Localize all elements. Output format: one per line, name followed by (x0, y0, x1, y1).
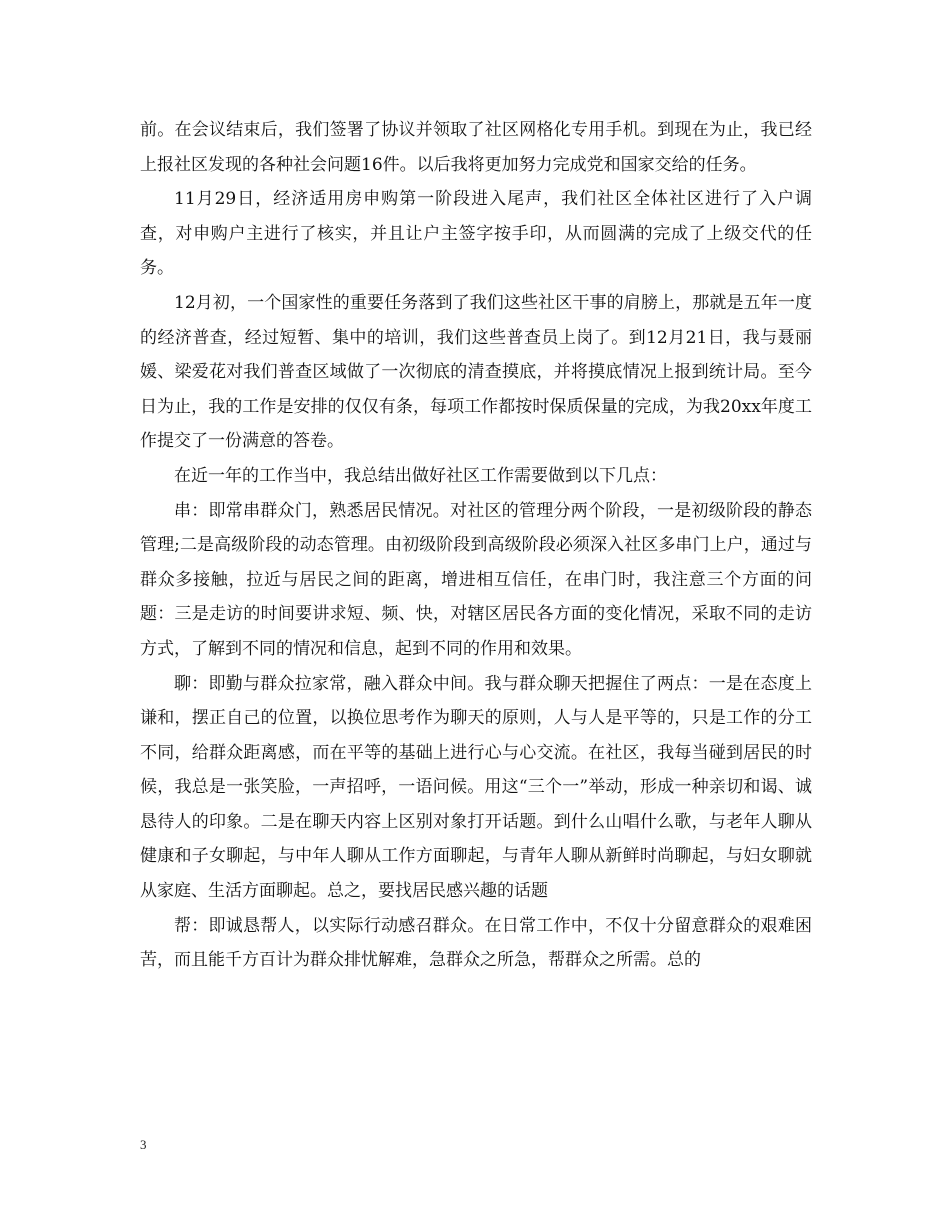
paragraph-4: 在近一年的工作当中，我总结出做好社区工作需要做到以下几点： (174, 465, 667, 486)
paragraph-7: 帮：即诚恳帮人，以实际行动感召群众。在日常工作中，不仅十分留意群众的艰难困苦，而且能千方百计为群众排忧解难，急群众之所急，帮群众之所需。总的 (140, 915, 812, 971)
page-number: 3 (140, 1137, 147, 1152)
paragraph-6: 聊：即勤与群众拉家常，融入群众中间。我与群众聊天把握住了两点：一是在态度上谦和，摆正自己的位置，以换位思考作为聊天的原则，人与人是平等的，只是工作的分工不同，给群众距离感，而在平等的基础上进行心与心交流。在社区，我每当碰到居民的时候，我总是一张笑脸，一声招呼，一语问候。用这“三个一”举动，形成一种亲切和谒、诚恳待人的印象。二是在聊天内容上区别对象打开话题。到什么山唱什么歌，与老年人聊从健康和子女聊起，与中年人聊从工作方面聊起，与青年人聊从新鲜时尚聊起，与妇女聊就从家庭、生活方面聊起。总之，要找居民感兴趣的话题 (140, 673, 812, 902)
paragraph-5: 串：即常串群众门，熟悉居民情况。对社区的管理分两个阶段，一是初级阶段的静态管理;二是高级阶段的动态管理。由初级阶段到高级阶段必须深入社区多串门上户，通过与群众多接触，拉近与居民之间的距离，增进相互信任，在串门时，我注意三个方面的问题：三是走访的时间要讲求短、频、快，对辖区居民各方面的变化情况，采取不同的走访方式，了解到不同的情况和信息，起到不同的作用和效果。 (140, 500, 812, 659)
paragraph-3: 12月初，一个国家性的重要任务落到了我们这些社区干事的肩膀上，那就是五年一度的经济普查，经过短暂、集中的培训，我们这些普查员上岗了。到12月21日，我与聂丽媛、梁爱花对我们普查区域做了一次彻底的清查摸底，并将摸底情况上报到统计局。至今日为止，我的工作是安排的仅仅有条，每项工作都按时保质保量的完成，为我20xx年度工作提交了一份满意的答卷。 (140, 292, 812, 452)
paragraph-1: 前。在会议结束后，我们签署了协议并领取了社区网格化专用手机。到现在为止，我已经上报社区发现的各种社会问题16件。以后我将更加努力完成党和国家交给的任务。 (140, 120, 812, 175)
paragraph-2: 11月29日，经济适用房申购第一阶段进入尾声，我们社区全体社区进行了入户调查，对申购户主进行了核实，并且让户主签字按手印，从而圆满的完成了上级交代的任务。 (140, 189, 812, 279)
document-body (140, 113, 812, 978)
